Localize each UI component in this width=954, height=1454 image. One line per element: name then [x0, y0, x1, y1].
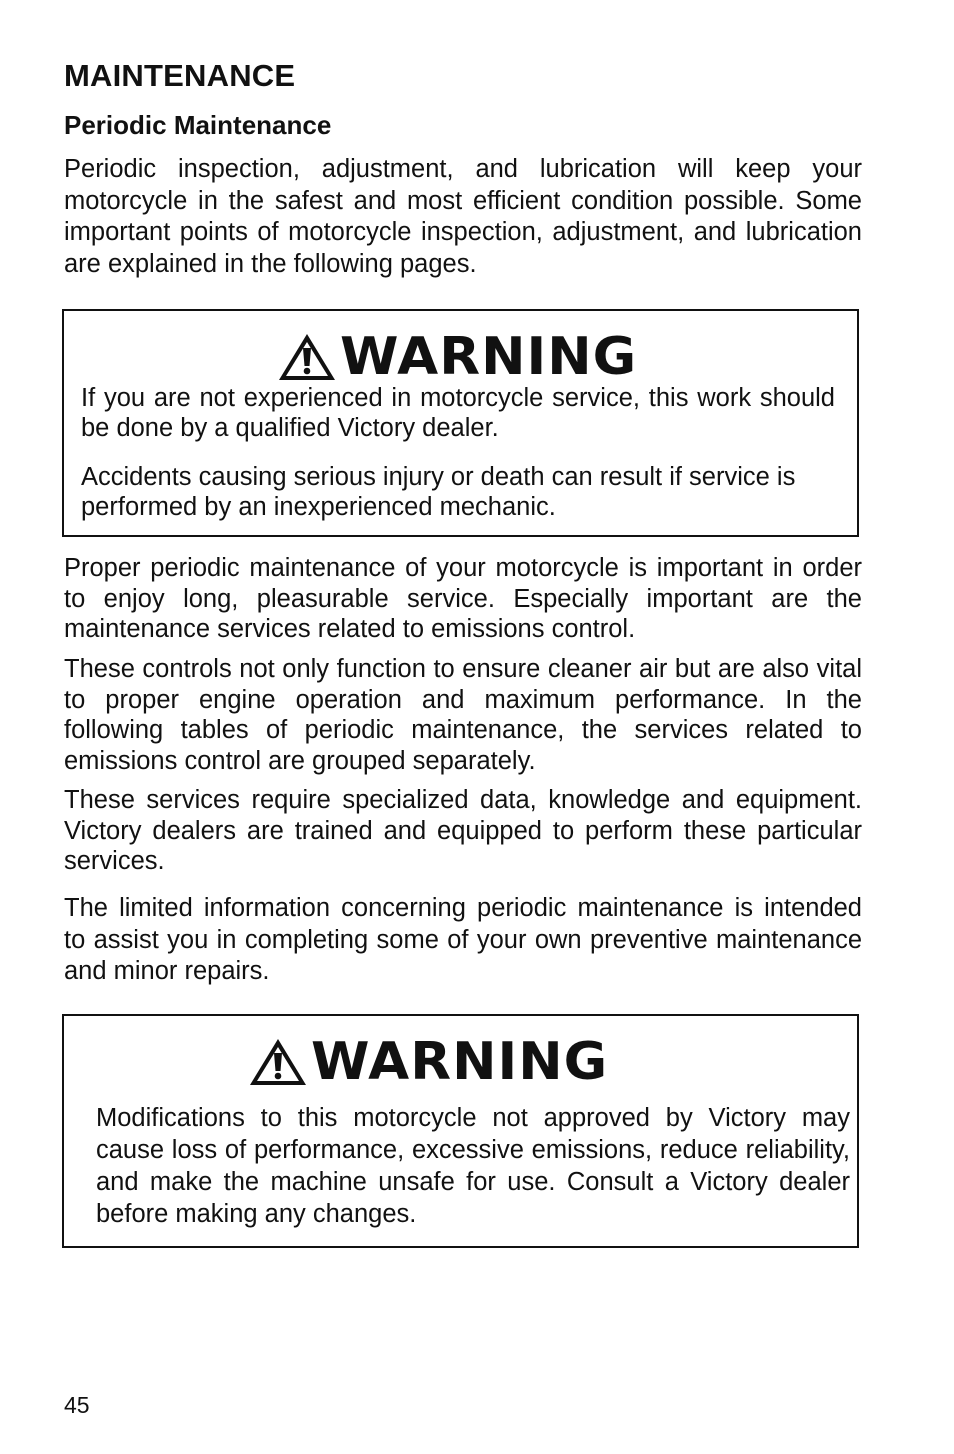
- warning-text: Modifications to this motorcycle not approved by Victory may cause loss of performance, excessive emissions, reduce reliability, and make the machine unsafe for use. Consult a Victory dealer before making any changes.: [96, 1104, 850, 1228]
- warning-label: WARNING: [340, 327, 638, 387]
- warning-box-modifications: [62, 1014, 859, 1248]
- warning-header: [247, 1032, 609, 1092]
- warning-triangle-icon: [276, 331, 338, 383]
- page-number: 45: [64, 1392, 90, 1418]
- body-paragraph: Proper periodic maintenance of your motorcycle is important in order to enjoy long, pleasurable service. Especially important are the maintenance services related to emissions control.: [64, 554, 862, 643]
- intro-paragraph: Periodic inspection, adjustment, and lubrication will keep your motorcycle in the safest and most efficient condition possible. Some important points of motorcycle inspection, adjustment, and lubrication are explained in the following pages.: [64, 155, 862, 278]
- section-title: Periodic Maintenance: [64, 110, 332, 140]
- warning-box-service: [62, 309, 859, 537]
- warning-text: Accidents causing serious injury or death can result if service is performed by an inexperienced mechanic.: [81, 463, 796, 521]
- warning-triangle-icon: [247, 1036, 309, 1088]
- body-paragraph: These controls not only function to ensure cleaner air but are also vital to proper engine operation and maximum performance. In the following tables of periodic maintenance, the services related to emissions control are grouped separately.: [64, 655, 862, 775]
- warning-text: If you are not experienced in motorcycle service, this work should be done by a qualified Victory dealer.: [81, 384, 835, 442]
- body-paragraph: The limited information concerning periodic maintenance is intended to assist you in completing some of your own preventive maintenance and minor repairs.: [64, 894, 862, 985]
- body-paragraph: These services require specialized data, knowledge and equipment. Victory dealers are trained and equipped to perform these particular services.: [64, 786, 862, 875]
- warning-header: [276, 327, 638, 387]
- page-title: MAINTENANCE: [64, 58, 296, 93]
- warning-label: WARNING: [311, 1032, 609, 1092]
